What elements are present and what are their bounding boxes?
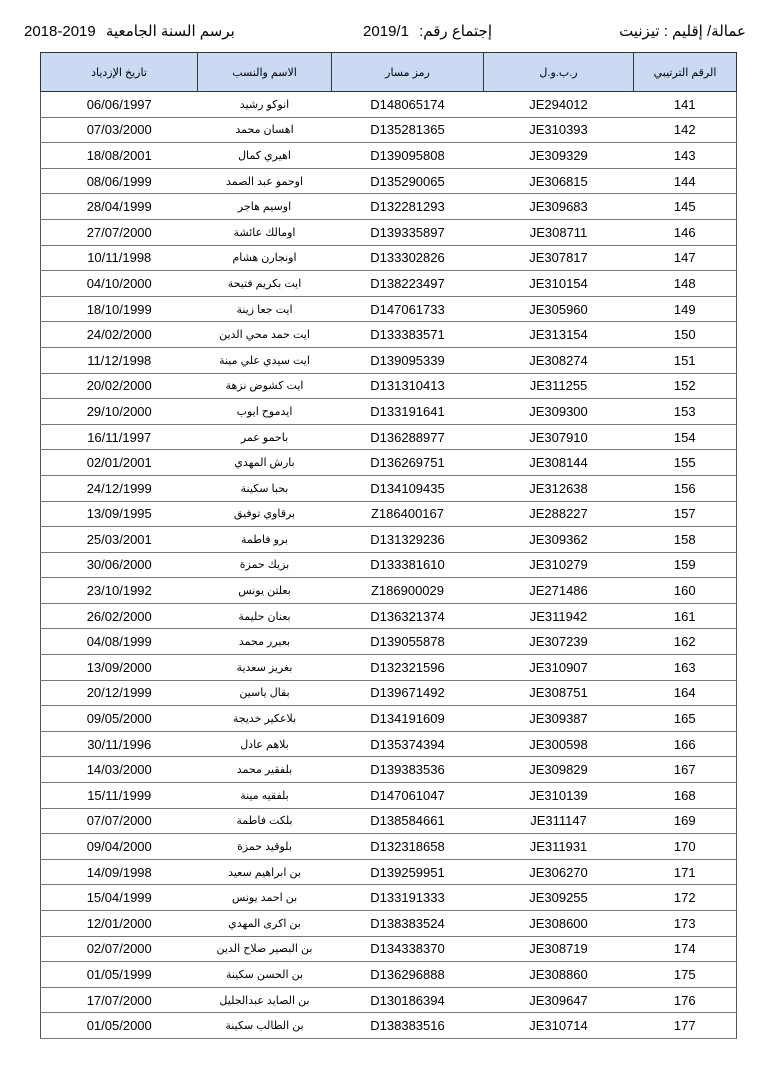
- cell-birthdate: 24/12/1999: [41, 475, 198, 501]
- cell-massar: D133383571: [332, 322, 484, 348]
- cell-name: ايت حمد محي الدين: [198, 322, 332, 348]
- cell-name: بلفقير محمد: [198, 757, 332, 783]
- cell-index: 162: [634, 629, 737, 655]
- cell-birthdate: 09/04/2000: [41, 834, 198, 860]
- cell-name: ايت جعا زينة: [198, 296, 332, 322]
- table-row: [41, 296, 737, 322]
- table-row: [41, 757, 737, 783]
- table-row: [41, 655, 737, 681]
- cell-index: 150: [634, 322, 737, 348]
- cell-cne: JE307910: [484, 424, 634, 450]
- col-header-index: الرقم الترتيبي: [634, 53, 737, 92]
- cell-cne: JE313154: [484, 322, 634, 348]
- cell-name: بن البصير صلاح الدين: [198, 936, 332, 962]
- cell-massar: D133381610: [332, 552, 484, 578]
- cell-cne: JE308600: [484, 911, 634, 937]
- academic-year: [24, 22, 235, 40]
- cell-index: 145: [634, 194, 737, 220]
- cell-name: اهسان محمد: [198, 117, 332, 143]
- cell-birthdate: 07/03/2000: [41, 117, 198, 143]
- cell-cne: JE306270: [484, 859, 634, 885]
- cell-index: 174: [634, 936, 737, 962]
- academic-year-label: برسم السنة الجامعية: [105, 23, 235, 40]
- cell-cne: JE294012: [484, 92, 634, 118]
- cell-name: بعنان حليمة: [198, 603, 332, 629]
- cell-cne: JE310393: [484, 117, 634, 143]
- cell-cne: JE310139: [484, 783, 634, 809]
- cell-cne: JE288227: [484, 501, 634, 527]
- cell-cne: JE307817: [484, 245, 634, 271]
- cell-cne: JE309387: [484, 706, 634, 732]
- cell-index: 176: [634, 987, 737, 1013]
- cell-name: بلوقيد حمزة: [198, 834, 332, 860]
- cell-birthdate: 11/12/1998: [41, 347, 198, 373]
- cell-massar: D135290065: [332, 168, 484, 194]
- cell-index: 142: [634, 117, 737, 143]
- table-row: [41, 808, 737, 834]
- cell-cne: JE312638: [484, 475, 634, 501]
- cell-massar: D136321374: [332, 603, 484, 629]
- cell-index: 147: [634, 245, 737, 271]
- cell-birthdate: 18/08/2001: [41, 143, 198, 169]
- cell-name: بغريز سعدية: [198, 655, 332, 681]
- cell-index: 164: [634, 680, 737, 706]
- cell-birthdate: 01/05/1999: [41, 962, 198, 988]
- table-row: [41, 399, 737, 425]
- table-row: [41, 92, 737, 118]
- cell-cne: JE308751: [484, 680, 634, 706]
- cell-massar: D138383516: [332, 1013, 484, 1039]
- cell-massar: D134109435: [332, 475, 484, 501]
- cell-birthdate: 20/12/1999: [41, 680, 198, 706]
- table-row: [41, 1013, 737, 1039]
- cell-cne: JE271486: [484, 578, 634, 604]
- table-row: [41, 629, 737, 655]
- cell-cne: JE310714: [484, 1013, 634, 1039]
- cell-massar: D134191609: [332, 706, 484, 732]
- cell-birthdate: 29/10/2000: [41, 399, 198, 425]
- table-row: [41, 450, 737, 476]
- table-row: [41, 322, 737, 348]
- cell-birthdate: 15/04/1999: [41, 885, 198, 911]
- table-row: [41, 117, 737, 143]
- student-table: [40, 52, 737, 1039]
- cell-name: باحمو عمر: [198, 424, 332, 450]
- table-row: [41, 987, 737, 1013]
- cell-massar: D139671492: [332, 680, 484, 706]
- cell-massar: D139335897: [332, 219, 484, 245]
- table-row: [41, 859, 737, 885]
- table-row: [41, 552, 737, 578]
- cell-name: اومالك عائشة: [198, 219, 332, 245]
- cell-name: انوكو رشيد: [198, 92, 332, 118]
- cell-cne: JE311147: [484, 808, 634, 834]
- cell-index: 165: [634, 706, 737, 732]
- cell-massar: D147061047: [332, 783, 484, 809]
- table-row: [41, 578, 737, 604]
- cell-birthdate: 18/10/1999: [41, 296, 198, 322]
- cell-name: بعلتن يونس: [198, 578, 332, 604]
- cell-massar: D132281293: [332, 194, 484, 220]
- cell-name: بن الحسن سكينة: [198, 962, 332, 988]
- table-row: [41, 731, 737, 757]
- cell-massar: Z186400167: [332, 501, 484, 527]
- cell-index: 169: [634, 808, 737, 834]
- page-header: [24, 22, 746, 44]
- cell-birthdate: 13/09/1995: [41, 501, 198, 527]
- cell-birthdate: 16/11/1997: [41, 424, 198, 450]
- cell-name: بارش المهدي: [198, 450, 332, 476]
- cell-name: بن اكرى المهدي: [198, 911, 332, 937]
- table-row: [41, 245, 737, 271]
- table-row: [41, 271, 737, 297]
- cell-cne: JE311942: [484, 603, 634, 629]
- cell-index: 177: [634, 1013, 737, 1039]
- cell-index: 149: [634, 296, 737, 322]
- cell-massar: D133302826: [332, 245, 484, 271]
- cell-index: 172: [634, 885, 737, 911]
- cell-cne: JE307239: [484, 629, 634, 655]
- cell-index: 161: [634, 603, 737, 629]
- cell-birthdate: 23/10/1992: [41, 578, 198, 604]
- cell-birthdate: 12/01/2000: [41, 911, 198, 937]
- cell-birthdate: 28/04/1999: [41, 194, 198, 220]
- cell-index: 156: [634, 475, 737, 501]
- cell-index: 155: [634, 450, 737, 476]
- table-row: [41, 194, 737, 220]
- cell-cne: JE309362: [484, 527, 634, 553]
- cell-name: ايت بكريم فتيحة: [198, 271, 332, 297]
- cell-cne: JE308719: [484, 936, 634, 962]
- cell-name: بعيرر محمد: [198, 629, 332, 655]
- cell-birthdate: 30/11/1996: [41, 731, 198, 757]
- cell-massar: D139383536: [332, 757, 484, 783]
- cell-index: 146: [634, 219, 737, 245]
- cell-massar: D139259951: [332, 859, 484, 885]
- cell-name: اهيري كمال: [198, 143, 332, 169]
- cell-index: 173: [634, 911, 737, 937]
- cell-name: اونجارن هشام: [198, 245, 332, 271]
- cell-index: 144: [634, 168, 737, 194]
- table-row: [41, 527, 737, 553]
- cell-birthdate: 13/09/2000: [41, 655, 198, 681]
- meeting-number: 2019/1: [363, 23, 409, 40]
- cell-massar: D138383524: [332, 911, 484, 937]
- table-row: [41, 783, 737, 809]
- cell-massar: D135374394: [332, 731, 484, 757]
- cell-birthdate: 10/11/1998: [41, 245, 198, 271]
- col-header-name: الاسم والنسب: [198, 53, 332, 92]
- cell-index: 159: [634, 552, 737, 578]
- table-row: [41, 373, 737, 399]
- cell-birthdate: 04/08/1999: [41, 629, 198, 655]
- cell-name: بحبا سكينة: [198, 475, 332, 501]
- cell-massar: D133191641: [332, 399, 484, 425]
- cell-birthdate: 17/07/2000: [41, 987, 198, 1013]
- cell-cne: JE306815: [484, 168, 634, 194]
- cell-birthdate: 02/07/2000: [41, 936, 198, 962]
- cell-name: بن الطالب سكينة: [198, 1013, 332, 1039]
- cell-name: بقال ياسين: [198, 680, 332, 706]
- cell-cne: JE310907: [484, 655, 634, 681]
- cell-birthdate: 15/11/1999: [41, 783, 198, 809]
- cell-index: 170: [634, 834, 737, 860]
- cell-cne: JE308711: [484, 219, 634, 245]
- cell-birthdate: 30/06/2000: [41, 552, 198, 578]
- cell-massar: Z186900029: [332, 578, 484, 604]
- meeting-label: إجتماع رقم:: [419, 23, 492, 40]
- table-row: [41, 885, 737, 911]
- cell-index: 167: [634, 757, 737, 783]
- cell-name: بلكت فاطمة: [198, 808, 332, 834]
- cell-massar: D133191333: [332, 885, 484, 911]
- cell-name: بن احمد يونس: [198, 885, 332, 911]
- cell-massar: D132318658: [332, 834, 484, 860]
- cell-massar: D139095808: [332, 143, 484, 169]
- cell-birthdate: 04/10/2000: [41, 271, 198, 297]
- cell-birthdate: 14/09/1998: [41, 859, 198, 885]
- cell-massar: D131310413: [332, 373, 484, 399]
- table-row: [41, 347, 737, 373]
- cell-massar: D136269751: [332, 450, 484, 476]
- cell-index: 154: [634, 424, 737, 450]
- cell-index: 171: [634, 859, 737, 885]
- cell-name: اوحمو عبد الصمد: [198, 168, 332, 194]
- cell-birthdate: 20/02/2000: [41, 373, 198, 399]
- cell-cne: JE309255: [484, 885, 634, 911]
- table-row: [41, 911, 737, 937]
- cell-index: 141: [634, 92, 737, 118]
- cell-birthdate: 08/06/1999: [41, 168, 198, 194]
- cell-name: بلاعكير خديجة: [198, 706, 332, 732]
- cell-name: بلفقيه مينة: [198, 783, 332, 809]
- table-row: [41, 219, 737, 245]
- table-row: [41, 603, 737, 629]
- cell-massar: D139095339: [332, 347, 484, 373]
- table-row: [41, 168, 737, 194]
- cell-index: 153: [634, 399, 737, 425]
- table-row: [41, 680, 737, 706]
- cell-index: 175: [634, 962, 737, 988]
- cell-index: 163: [634, 655, 737, 681]
- cell-birthdate: 02/01/2001: [41, 450, 198, 476]
- cell-massar: D136296888: [332, 962, 484, 988]
- cell-name: بن ابراهيم سعيد: [198, 859, 332, 885]
- cell-birthdate: 24/02/2000: [41, 322, 198, 348]
- cell-cne: JE309683: [484, 194, 634, 220]
- table-row: [41, 501, 737, 527]
- cell-birthdate: 06/06/1997: [41, 92, 198, 118]
- cell-massar: D147061733: [332, 296, 484, 322]
- cell-massar: D130186394: [332, 987, 484, 1013]
- cell-cne: JE309329: [484, 143, 634, 169]
- cell-name: برو فاطمة: [198, 527, 332, 553]
- cell-massar: D134338370: [332, 936, 484, 962]
- cell-name: بلاهم عادل: [198, 731, 332, 757]
- cell-cne: JE311255: [484, 373, 634, 399]
- col-header-cne: ر.ب.و.ل: [484, 53, 634, 92]
- cell-birthdate: 27/07/2000: [41, 219, 198, 245]
- cell-cne: JE300598: [484, 731, 634, 757]
- cell-cne: JE305960: [484, 296, 634, 322]
- cell-cne: JE309300: [484, 399, 634, 425]
- cell-massar: D138223497: [332, 271, 484, 297]
- cell-cne: JE311931: [484, 834, 634, 860]
- cell-massar: D131329236: [332, 527, 484, 553]
- cell-birthdate: 26/02/2000: [41, 603, 198, 629]
- cell-birthdate: 01/05/2000: [41, 1013, 198, 1039]
- cell-cne: JE308274: [484, 347, 634, 373]
- cell-name: بزيك حمزة: [198, 552, 332, 578]
- cell-name: ايت كشوض نزهة: [198, 373, 332, 399]
- cell-name: اوسيم هاجر: [198, 194, 332, 220]
- cell-index: 160: [634, 578, 737, 604]
- cell-massar: D135281365: [332, 117, 484, 143]
- cell-massar: D148065174: [332, 92, 484, 118]
- cell-name: برقاوي توفيق: [198, 501, 332, 527]
- cell-cne: JE308860: [484, 962, 634, 988]
- cell-index: 151: [634, 347, 737, 373]
- table-row: [41, 475, 737, 501]
- cell-birthdate: 14/03/2000: [41, 757, 198, 783]
- meeting-info: [363, 22, 492, 40]
- table-row: [41, 962, 737, 988]
- region-label: عمالة/ إقليم : تيزنيت: [619, 23, 746, 40]
- cell-birthdate: 09/05/2000: [41, 706, 198, 732]
- cell-index: 148: [634, 271, 737, 297]
- table-row: [41, 424, 737, 450]
- cell-name: ايت سيدي علي مينة: [198, 347, 332, 373]
- table-body: [41, 92, 737, 1039]
- cell-cne: JE310154: [484, 271, 634, 297]
- cell-birthdate: 25/03/2001: [41, 527, 198, 553]
- cell-cne: JE309647: [484, 987, 634, 1013]
- cell-cne: JE308144: [484, 450, 634, 476]
- cell-index: 157: [634, 501, 737, 527]
- cell-index: 152: [634, 373, 737, 399]
- cell-massar: D132321596: [332, 655, 484, 681]
- col-header-birthdate: تاريخ الإزدياد: [41, 53, 198, 92]
- cell-index: 158: [634, 527, 737, 553]
- table-row: [41, 143, 737, 169]
- cell-name: بن الصايد عبدالجليل: [198, 987, 332, 1013]
- table-row: [41, 936, 737, 962]
- cell-cne: JE310279: [484, 552, 634, 578]
- table-header-row: [41, 53, 737, 92]
- table-row: [41, 706, 737, 732]
- cell-massar: D136288977: [332, 424, 484, 450]
- cell-index: 166: [634, 731, 737, 757]
- cell-index: 168: [634, 783, 737, 809]
- cell-massar: D139055878: [332, 629, 484, 655]
- table-row: [41, 834, 737, 860]
- cell-birthdate: 07/07/2000: [41, 808, 198, 834]
- academic-year-value: 2019-2018: [24, 23, 96, 40]
- cell-name: ايدموح ايوب: [198, 399, 332, 425]
- cell-index: 143: [634, 143, 737, 169]
- cell-cne: JE309829: [484, 757, 634, 783]
- col-header-massar: رمز مسار: [332, 53, 484, 92]
- cell-massar: D138584661: [332, 808, 484, 834]
